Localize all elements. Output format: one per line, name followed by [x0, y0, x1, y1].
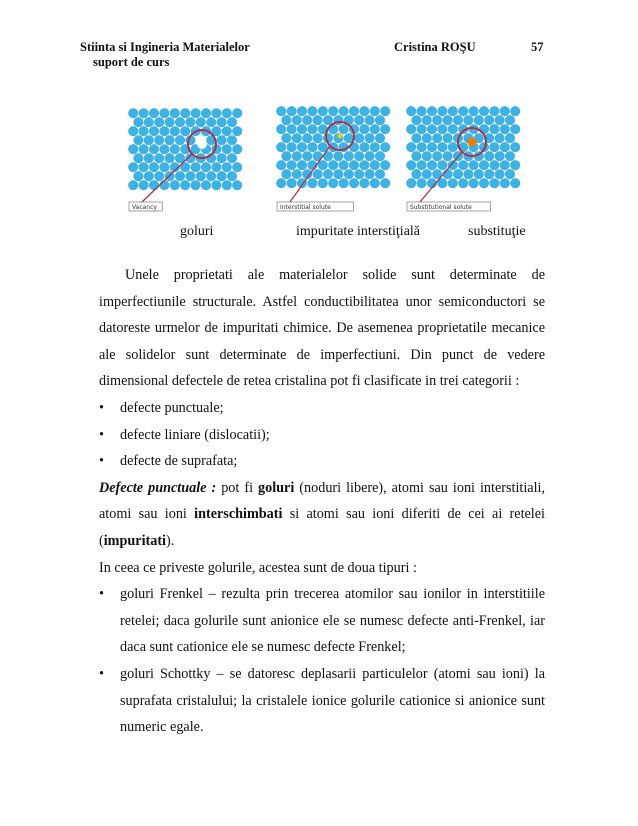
atom — [175, 117, 185, 127]
atom — [287, 178, 297, 188]
atom — [149, 180, 159, 190]
atom — [217, 117, 227, 127]
atom — [128, 144, 138, 154]
atom — [308, 106, 318, 116]
atom — [287, 124, 297, 134]
atom — [323, 115, 333, 125]
atom — [165, 153, 175, 163]
atom — [160, 144, 170, 154]
list-item-text: goluri Schottky – se datoresc deplasarii particulelor (atomi sau ioni) la suprafata cristalului; la cristalele ionice golurile cationice si anionice sunt numeric egale. — [120, 665, 545, 736]
atom — [134, 135, 144, 145]
atom — [165, 117, 175, 127]
atom — [469, 106, 479, 116]
atom — [484, 115, 494, 125]
substitutional-atom — [467, 137, 476, 146]
interstitial-atom — [338, 134, 343, 139]
term-interchanged: interschimbati — [194, 506, 283, 523]
atom — [453, 115, 463, 125]
atom — [443, 115, 453, 125]
atom — [380, 106, 390, 116]
atom — [360, 124, 370, 134]
inset-label: Substitutional solute — [410, 204, 472, 211]
list-item — [99, 581, 545, 661]
atom — [318, 106, 328, 116]
lattice-atoms — [128, 108, 242, 190]
atom — [448, 124, 458, 134]
atom — [227, 117, 237, 127]
caption-interstitial: impuritate interstiţială — [296, 224, 421, 239]
atom — [510, 124, 520, 134]
atom — [505, 133, 515, 143]
term-point-defects: Defecte punctuale : — [99, 479, 217, 496]
atom — [427, 124, 437, 134]
atom — [443, 169, 453, 179]
atom — [154, 117, 164, 127]
atom — [128, 126, 138, 136]
atom — [370, 124, 380, 134]
atom — [128, 180, 138, 190]
atom — [458, 178, 468, 188]
atom — [154, 135, 164, 145]
atom — [360, 142, 370, 152]
atom — [495, 133, 505, 143]
atom — [276, 106, 286, 116]
atom — [232, 108, 242, 118]
atom — [490, 178, 500, 188]
atom — [490, 142, 500, 152]
atom — [154, 171, 164, 181]
atom — [365, 169, 375, 179]
atom — [297, 124, 307, 134]
atom — [438, 106, 448, 116]
atom — [360, 106, 370, 116]
running-header-title — [80, 40, 250, 70]
atom — [160, 108, 170, 118]
atom — [282, 151, 292, 161]
atom — [344, 151, 354, 161]
atom — [191, 162, 201, 172]
atom — [417, 142, 427, 152]
atom — [479, 178, 489, 188]
list-item — [99, 395, 545, 422]
atom — [500, 178, 510, 188]
atom — [196, 117, 206, 127]
atom — [505, 115, 515, 125]
header-title-line1: Stiinta si Ingineria Materialelor — [80, 40, 250, 54]
atom — [302, 115, 312, 125]
atom — [432, 151, 442, 161]
atom — [422, 115, 432, 125]
atom — [313, 133, 323, 143]
atom — [432, 115, 442, 125]
atom — [222, 180, 232, 190]
text-run: (noduri libere), atomi sau ioni interstitiali, atomi sau ioni — [99, 479, 546, 523]
list-item — [99, 422, 545, 449]
atom — [282, 169, 292, 179]
substitutional-lattice-illustration — [406, 96, 524, 216]
atom — [170, 144, 180, 154]
atom — [365, 151, 375, 161]
atom — [375, 115, 385, 125]
atom — [438, 160, 448, 170]
atom — [144, 153, 154, 163]
atom — [412, 169, 422, 179]
atom — [417, 124, 427, 134]
atom — [282, 133, 292, 143]
atom — [134, 153, 144, 163]
atom — [139, 126, 149, 136]
vacancy-site — [197, 139, 207, 149]
atom — [232, 126, 242, 136]
atom — [334, 169, 344, 179]
atom — [128, 108, 138, 118]
atom — [139, 108, 149, 118]
atom — [500, 142, 510, 152]
atom — [453, 169, 463, 179]
atom — [222, 108, 232, 118]
atom — [406, 142, 416, 152]
atom — [276, 178, 286, 188]
list-item-text: defecte liniare (dislocatii); — [120, 426, 270, 443]
atom — [432, 133, 442, 143]
atom — [365, 115, 375, 125]
atom — [339, 178, 349, 188]
text-run: pot fi — [216, 479, 259, 496]
list-item-text: defecte de suprafata; — [120, 453, 238, 470]
atom — [349, 106, 359, 116]
figure-substitutional — [406, 96, 524, 216]
atom — [328, 106, 338, 116]
atom — [417, 178, 427, 188]
atom — [500, 106, 510, 116]
bullet-icon: • — [99, 426, 104, 443]
atom — [212, 180, 222, 190]
atom — [417, 106, 427, 116]
atom — [134, 171, 144, 181]
atom — [292, 151, 302, 161]
atom — [217, 171, 227, 181]
atom — [212, 108, 222, 118]
atom — [180, 180, 190, 190]
bullet-icon: • — [99, 586, 104, 603]
atom — [201, 108, 211, 118]
atom — [438, 124, 448, 134]
atom — [170, 108, 180, 118]
atom — [196, 171, 206, 181]
atom — [139, 180, 149, 190]
atom — [510, 160, 520, 170]
atom — [313, 169, 323, 179]
atom — [484, 169, 494, 179]
atom — [370, 106, 380, 116]
paragraph-vacancy-types: In ceea ce priveste golurile, acestea sunt de doua tipuri : — [99, 559, 417, 576]
atom — [318, 178, 328, 188]
atom — [292, 133, 302, 143]
atom — [354, 151, 364, 161]
atom — [479, 106, 489, 116]
atom — [217, 153, 227, 163]
list-item — [99, 448, 545, 475]
atom — [427, 106, 437, 116]
atom — [180, 126, 190, 136]
atom — [297, 142, 307, 152]
atom — [469, 160, 479, 170]
bullet-icon: • — [99, 665, 104, 682]
atom — [328, 160, 338, 170]
atom — [128, 162, 138, 172]
atom — [406, 124, 416, 134]
atom — [144, 135, 154, 145]
header-title-line2: suport de curs — [93, 55, 170, 69]
atom — [323, 169, 333, 179]
atom — [375, 151, 385, 161]
atom — [217, 135, 227, 145]
atom — [370, 142, 380, 152]
atom — [375, 133, 385, 143]
list-item-text: goluri Frenkel – rezulta prin trecerea atomilor sau ionilor in interstitiile retelei; daca golurile sunt anionice ele se numesc defecte anti-Frenkel, iar daca sunt cationice ele se numesc defecte Frenkel; — [120, 586, 545, 656]
atom — [495, 115, 505, 125]
atom — [149, 126, 159, 136]
atom — [370, 178, 380, 188]
atom — [427, 142, 437, 152]
caption-vacancy: goluri — [180, 224, 214, 239]
atom — [443, 133, 453, 143]
atom — [297, 160, 307, 170]
atom — [474, 115, 484, 125]
atom — [448, 106, 458, 116]
atom — [191, 108, 201, 118]
atom — [302, 151, 312, 161]
atom — [422, 151, 432, 161]
atom — [406, 106, 416, 116]
atom — [479, 160, 489, 170]
atom — [458, 160, 468, 170]
atom — [412, 133, 422, 143]
atom — [313, 115, 323, 125]
atom — [328, 178, 338, 188]
atom — [308, 178, 318, 188]
atom — [222, 144, 232, 154]
lattice-atoms — [406, 106, 520, 188]
atom — [165, 135, 175, 145]
atom — [232, 180, 242, 190]
atom — [139, 162, 149, 172]
atom — [339, 106, 349, 116]
inset-label: Vacancy — [132, 204, 157, 211]
term-vacancies: goluri — [258, 479, 295, 496]
atom — [490, 160, 500, 170]
page-number: 57 — [531, 40, 544, 54]
bullet-icon: • — [99, 399, 104, 416]
atom — [139, 144, 149, 154]
atom — [339, 124, 349, 134]
atom — [276, 160, 286, 170]
atom — [354, 115, 364, 125]
atom — [232, 162, 242, 172]
text-run: si atomi sau ioni diferiti de cei ai retelei ( — [99, 506, 545, 549]
inset-label: Interstitial solute — [280, 204, 331, 211]
bullet-icon: • — [99, 453, 104, 470]
term-impurities: impuritati — [103, 532, 166, 549]
atom — [292, 115, 302, 125]
atom — [160, 162, 170, 172]
atom — [344, 169, 354, 179]
atom — [490, 124, 500, 134]
atom — [448, 142, 458, 152]
atom — [201, 162, 211, 172]
atom — [448, 178, 458, 188]
paragraph-intro: Unele proprietati ale materialelor solide sunt determinate de imperfectiunile structurale. Astfel conductibilitatea unor semiconductori se datoreste urmelor de impuritati chimice. De asemenea proprietatile mecanice ale solidelor sunt determinate de imperfectiuni. Din punct de vedere dimensional defectele de retea cristalina pot fi clasificate in trei categorii : — [99, 267, 545, 390]
body-text — [99, 262, 545, 741]
atom — [144, 171, 154, 181]
atom — [380, 124, 390, 134]
atom — [227, 135, 237, 145]
atom — [438, 142, 448, 152]
atom — [495, 151, 505, 161]
atom — [417, 160, 427, 170]
atom — [292, 169, 302, 179]
atom — [191, 180, 201, 190]
atom — [360, 178, 370, 188]
atom — [422, 169, 432, 179]
atom — [144, 117, 154, 127]
atom — [375, 169, 385, 179]
atom — [287, 142, 297, 152]
atom — [149, 108, 159, 118]
atom — [412, 115, 422, 125]
atom — [201, 180, 211, 190]
atom — [510, 142, 520, 152]
atom — [495, 169, 505, 179]
atom — [287, 106, 297, 116]
atom — [412, 151, 422, 161]
atom — [406, 178, 416, 188]
atom — [354, 133, 364, 143]
atom — [308, 142, 318, 152]
atom — [406, 160, 416, 170]
atom — [427, 160, 437, 170]
atom — [175, 135, 185, 145]
atom — [458, 106, 468, 116]
atom — [469, 178, 479, 188]
atom — [297, 106, 307, 116]
atom — [175, 171, 185, 181]
figure-vacancy — [128, 102, 246, 216]
list-item — [99, 661, 545, 741]
atom — [170, 180, 180, 190]
vacancy-lattice-illustration — [128, 102, 246, 216]
atom — [160, 180, 170, 190]
atom — [149, 162, 159, 172]
atom — [282, 115, 292, 125]
atom — [227, 153, 237, 163]
atom — [186, 117, 196, 127]
atom — [505, 151, 515, 161]
atom — [149, 144, 159, 154]
atom — [380, 160, 390, 170]
atom — [222, 162, 232, 172]
atom — [287, 160, 297, 170]
atom — [380, 178, 390, 188]
atom — [464, 169, 474, 179]
atom — [134, 117, 144, 127]
atom — [370, 160, 380, 170]
atom — [474, 169, 484, 179]
paragraph-point-defects — [99, 475, 545, 555]
atom — [227, 171, 237, 181]
header-author: Cristina ROŞU — [394, 40, 476, 54]
atom — [154, 153, 164, 163]
atom — [422, 133, 432, 143]
atom — [170, 126, 180, 136]
caption-substitution: substituţie — [468, 224, 526, 239]
atom — [160, 126, 170, 136]
atom — [365, 133, 375, 143]
text-run: ). — [166, 532, 175, 549]
atom — [339, 160, 349, 170]
figure-interstitial — [276, 96, 394, 216]
atom — [500, 160, 510, 170]
atom — [510, 106, 520, 116]
atom — [180, 108, 190, 118]
atom — [206, 171, 216, 181]
atom — [510, 178, 520, 188]
atom — [349, 160, 359, 170]
atom — [212, 162, 222, 172]
atom — [354, 169, 364, 179]
atom — [484, 151, 494, 161]
atom — [500, 124, 510, 134]
atom — [490, 106, 500, 116]
atom — [479, 124, 489, 134]
atom — [380, 142, 390, 152]
interstitial-lattice-illustration — [276, 96, 394, 216]
list-item-text: defecte punctuale; — [120, 399, 224, 416]
atom — [464, 115, 474, 125]
atom — [302, 133, 312, 143]
atom — [448, 160, 458, 170]
atom — [206, 117, 216, 127]
atom — [443, 151, 453, 161]
atom — [505, 169, 515, 179]
atom — [308, 124, 318, 134]
atom — [276, 124, 286, 134]
atom — [276, 142, 286, 152]
atom — [232, 144, 242, 154]
atom — [334, 151, 344, 161]
atom — [360, 160, 370, 170]
atom — [222, 126, 232, 136]
atom — [349, 178, 359, 188]
atom — [186, 171, 196, 181]
